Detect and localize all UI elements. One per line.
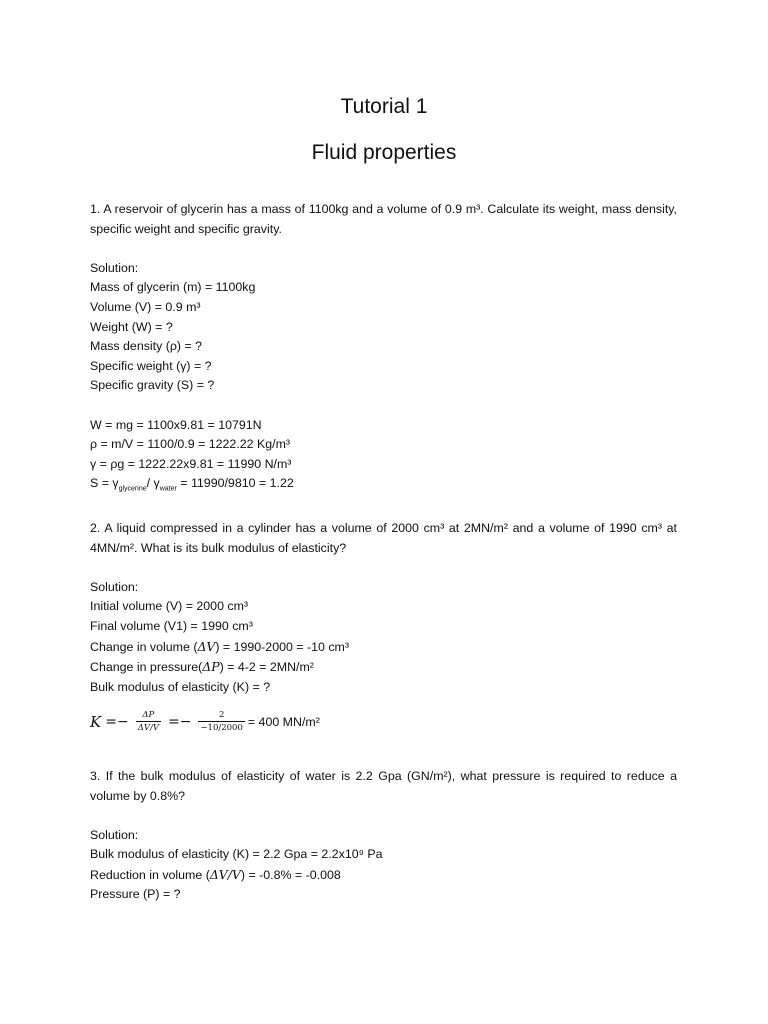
question-2: 2. A liquid compressed in a cylinder has a volume of 2000 cm³ at 2MN/m² and a volume of 1990 cm³ at 4MN/m². What is its bulk modulus of elasticity? xyxy=(90,520,677,555)
formula-lhs: K xyxy=(90,712,102,731)
bulk-modulus-formula xyxy=(90,697,677,747)
page-subtitle: Fluid properties xyxy=(311,141,457,164)
q1-given-line: Specific gravity (S) = ? xyxy=(90,378,215,393)
page-title: Tutorial 1 xyxy=(340,95,428,118)
formula-fraction: $\frac{\Delta P}{\Delta V/V}$ xyxy=(137,710,159,734)
q1-solution-label: Solution: xyxy=(90,260,139,275)
q3-pressure-line: Pressure (P) = ? xyxy=(90,887,181,902)
q1-given-line: Specific weight (γ) = ? xyxy=(90,358,212,373)
question-3: 3. If the bulk modulus of elasticity of water is 2.2 Gpa (GN/m²), what pressure is required to reduce a volume by 0.8%? xyxy=(90,768,677,803)
q1-given-line: Weight (W) = ? xyxy=(90,319,173,334)
formula-result: = 400 MN/m² xyxy=(247,714,320,729)
document-body xyxy=(90,200,677,905)
q2-solution-label: Solution: xyxy=(90,579,139,594)
q3-solution-label: Solution: xyxy=(90,827,139,842)
formula-fraction: $\frac{2}{-10/2000}$ xyxy=(200,710,243,734)
q1-specific-gravity-line: $S = \gamma_{glycerine}/$ $\gamma_{water} = 11990/9810 = 1.22$ xyxy=(90,476,294,493)
q3-reduction-line: Reduction in volume (ΔV/V) = -0.8% = -0.008 xyxy=(90,866,341,882)
q1-work-line: ρ = m/V = 1100/0.9 = 1222.22 Kg/m³ xyxy=(90,437,291,452)
q1-work-line: W = mg = 1100x9.81 = 10791N xyxy=(90,417,262,432)
q3-given-line: Bulk modulus of elasticity (K) = 2.2 Gpa = 2.2x10⁹ Pa xyxy=(90,847,383,862)
q2-given-line: Initial volume (V) = 2000 cm³ xyxy=(90,599,249,614)
q2-change-pressure-line: Change in pressure(ΔP) = 4-2 = 2MN/m² xyxy=(90,659,314,675)
formula-operator: =− xyxy=(167,713,192,730)
q2-bulk-modulus-line: Bulk modulus of elasticity (K) = ? xyxy=(90,679,271,694)
formula-operator: =− xyxy=(105,713,129,730)
q2-given-line: Final volume (V1) = 1990 cm³ xyxy=(90,618,253,633)
q1-given-line: Mass density (ρ) = ? xyxy=(90,339,203,354)
q1-work-line: γ = ρg = 1222.22x9.81 = 11990 N/m³ xyxy=(90,456,292,471)
q1-given-line: Mass of glycerin (m) = 1100kg xyxy=(90,280,256,295)
q1-given-line: Volume (V) = 0.9 m³ xyxy=(90,299,201,314)
q2-change-volume-line: Change in volume (ΔV) = 1990-2000 = -10 cm³ xyxy=(90,638,349,654)
question-1: 1. A reservoir of glycerin has a mass of 1100kg and a volume of 0.9 m³. Calculate its weight, mass density, specific weight and specific gravity. xyxy=(90,202,677,236)
